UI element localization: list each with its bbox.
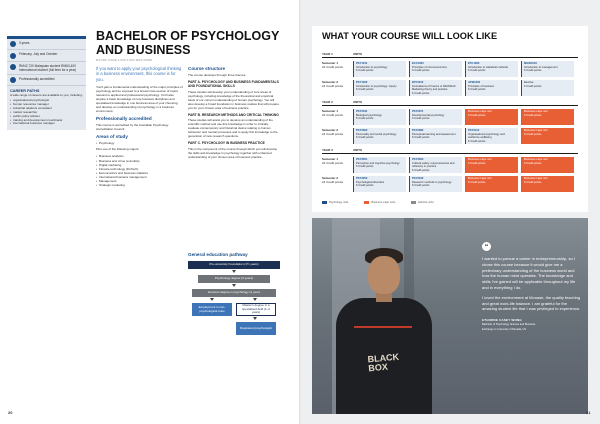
intro-paragraph: You'll gain a fundamental understanding of the major principles of psychology and be exposed to a broad cross-section of topics relevant to applied and professional psychology. You'll also acquire a basic knowledge of core business disciplines and specialised knowledge in one business area of your choosing, and develop an understanding of psychology in a business environment. <box>96 84 183 114</box>
unit-code: BTF1010 <box>412 81 424 84</box>
unit-name: Personality and social psychology <box>356 132 397 136</box>
quote-paragraph-1: I wanted to pursue a career in entrepreneurship, so I chose this course because it would give me a preliminary understanding of the business world and how the human mind operates. The knowledge and skills I've gained will be applicable throughout my life and in everything I do. <box>482 256 576 290</box>
right-column <box>188 66 280 162</box>
page-fold <box>299 0 301 424</box>
unit-cell <box>409 176 462 192</box>
unit-name: Foundations of finance or MKW1120 Marketing theory and practice <box>412 84 456 91</box>
unit-credit-points: 6 Credit points <box>524 132 542 136</box>
student-course: Bachelor of Psychology Science and Business <box>482 323 536 327</box>
unit-cell <box>353 176 406 192</box>
major-item: • Finance technology (FinTech) <box>96 167 184 171</box>
unit-credit-points: 6 Credit points <box>412 91 430 95</box>
unit-name: Perceptual learning and assessment <box>412 132 456 136</box>
semester-name: Semester 1 <box>322 61 339 65</box>
unit-name: Psychological disorders <box>356 180 385 184</box>
unit-credit-points: 6 Credit points <box>468 161 486 165</box>
pathway-step-employment: Employment in non-psychological roles <box>192 303 232 316</box>
unit-code: PSY2062 <box>356 129 368 132</box>
unit-name: Business major unit <box>468 177 492 180</box>
legend-swatch-elective <box>411 201 416 204</box>
unit-credit-points: 6 Credit points <box>524 113 542 117</box>
semester-name: Semester 1 <box>322 109 339 113</box>
unit-cell <box>409 157 462 173</box>
unit-cell <box>409 109 462 125</box>
accreditation-heading: Professionally accredited <box>96 116 152 122</box>
unit-name: Perception and cognitive psychology <box>356 161 400 165</box>
semester-label <box>322 128 353 144</box>
legend-swatch-major <box>364 201 369 204</box>
unit-name: Introduction to psychology <box>356 65 388 69</box>
part-c-title: PART C. PSYCHOLOGY IN BUSINESS PRACTICE <box>188 141 265 146</box>
unit-credit-points: 6 Credit points <box>356 117 374 120</box>
unit-credit-points: 6 Credit points <box>524 69 542 72</box>
major-item: • Strategic marketing <box>96 183 184 187</box>
majors-list <box>96 154 184 186</box>
unit-credit-points: 6 Credit points <box>468 139 486 143</box>
unit-cell <box>353 157 406 173</box>
unit-cell <box>409 128 462 144</box>
course-code-line: MYCRF CODE 0 000 0 000 MHS 00000 <box>96 58 153 62</box>
semester-label <box>322 176 353 192</box>
semester-row <box>322 128 578 144</box>
pathway-step-honours: Honours degree in psychology (1 year) <box>192 289 276 297</box>
career-paths-intro: A wide range of careers are available to you, including: <box>10 93 83 98</box>
accreditation-text: This course is accredited by the Australian Psychology Accreditation Council. <box>96 123 169 132</box>
legend-swatch-core <box>322 201 327 204</box>
major-item: • Business analytics <box>96 154 184 158</box>
unit-code: PSY1011 <box>356 62 368 65</box>
year-label: YEAR 2 <box>322 100 333 104</box>
testimonial-quote <box>482 242 582 331</box>
unit-code: PSY2112 <box>468 129 480 132</box>
student-photo-panel <box>312 218 591 415</box>
semester-label <box>322 61 353 77</box>
semester-label <box>322 109 353 125</box>
legend-item: Psychology units <box>322 201 356 204</box>
arrow-down-icon <box>232 284 236 287</box>
unit-cell <box>465 157 518 173</box>
unit-cell <box>353 128 406 144</box>
page-number-left: 20 <box>8 410 13 415</box>
pathway-heading: General education pathway <box>188 252 248 257</box>
part-a-text: These studies will develop your understanding of core areas of psychology, including knowledge of the theoretical and empirical basis of our current understanding of human psychology. You will also develop a broad foundation in business studies that will prepare you for your chosen area of business practice. <box>188 89 279 110</box>
part-b-text: These studies will assist you to develop an understanding of the scientific method and use this knowledge in order to critically evaluate contemporary and historical claims relating to human behaviour and mental processes and to apply this knowledge to the generation of new research questions. <box>188 118 278 139</box>
semester-row <box>322 61 578 77</box>
unit-credit-points: 6 Credit points <box>524 84 542 88</box>
pathway-step-degree: Psychology degree (3 years) <box>198 275 270 283</box>
unit-credit-points: 6 Credit points <box>524 180 542 184</box>
unit-name: Business major unit <box>468 110 492 113</box>
unit-code: PSY1022 <box>356 81 368 84</box>
unit-code: PSY2071 <box>412 110 424 113</box>
unit-name: Introduction to management <box>524 65 558 69</box>
unit-credit-points: 6 Credit points <box>524 161 542 165</box>
unit-code: PSY2082 <box>412 129 424 132</box>
info-row-accreditation: Professionally accredited <box>7 75 86 86</box>
unit-credit-points: 6 Credit points <box>468 113 486 117</box>
unit-cell <box>465 80 518 96</box>
unit-credit-points: 6 Credit points <box>468 69 486 72</box>
arrow-down-icon <box>232 270 236 273</box>
grid-title: WHAT YOUR COURSE WILL LOOK LIKE <box>322 31 498 41</box>
pathway-step-registered: Registered psychologist <box>236 322 276 335</box>
unit-credit-points: 6 Credit points <box>412 69 430 72</box>
major-item: • Digital marketing <box>96 163 184 167</box>
unit-name: Biological psychology <box>356 113 382 117</box>
clock-icon <box>10 41 16 47</box>
unit-cell <box>353 61 406 77</box>
legend-item: Elective units <box>411 201 441 204</box>
course-structure-intro: The course develops through three themes: <box>188 73 247 77</box>
pathway-step-masters: Master's degree in a specialised field (1–2 years) <box>236 303 276 316</box>
info-row-duration: 3 years <box>7 39 86 50</box>
career-item: • market researcher <box>10 111 83 115</box>
unit-cell <box>521 61 574 77</box>
unit-code: PSY3062 <box>412 158 424 161</box>
quote-paragraph-2: I loved the environment at Monash, the quality teaching and great work-life balance. I am grateful for the amazing student life that I was privileged to experience. <box>482 294 581 312</box>
unit-cell <box>465 61 518 77</box>
unit-cell <box>465 176 518 192</box>
major-item: • International business management <box>96 175 184 179</box>
unit-name: Cultural safety, responsiveness and reflexivity in practice <box>412 161 455 168</box>
arrow-down-icon <box>253 298 257 301</box>
unit-name: Introduction to statistical methods <box>468 65 508 69</box>
unit-code: PSY3051 <box>356 158 368 161</box>
semester-row <box>322 176 578 192</box>
unit-cell <box>521 109 574 125</box>
unit-name: Business major unit <box>524 158 548 161</box>
career-item: • training and development coordinator <box>10 119 83 123</box>
course-structure-grid <box>312 26 588 212</box>
student-exchange: Exchange to University of Nevada, US <box>482 327 527 331</box>
unit-credit-points: 6 Credit points <box>356 165 374 168</box>
semester-points: 24 Credit points <box>322 84 344 89</box>
unit-name: Developmental psychology <box>412 113 445 117</box>
unit-code: MGW1010 <box>524 62 537 65</box>
calendar-icon <box>10 53 16 59</box>
units-label: UNITS <box>353 100 362 104</box>
semester-row <box>322 157 578 173</box>
unit-credit-points: 6 Credit points <box>412 136 430 139</box>
area-item: • Psychology <box>96 141 184 145</box>
areas-heading: Areas of study <box>96 134 128 140</box>
units-label: UNITS <box>353 52 362 56</box>
part-a-title: PART A. PSYCHOLOGY AND BUSINESS FUNDAMENTALS AND FOUNDATIONAL SKILLS <box>188 80 279 89</box>
shirt-print: BLACK BOX <box>367 351 400 374</box>
major-item: • Econometrics and business statistics <box>96 171 184 175</box>
year-header <box>322 51 578 58</box>
unit-credit-points: 6 Credit points <box>412 168 430 172</box>
unit-code: PSY3052 <box>356 177 368 180</box>
areas-core-list <box>96 141 184 145</box>
semester-name: Semester 1 <box>322 157 339 161</box>
unit-name: Research methods in psychology <box>412 180 452 184</box>
career-item: • international business manager <box>10 122 83 126</box>
unit-credit-points: 6 Credit points <box>468 88 486 91</box>
unit-name: Introduction to psychology: inquiry <box>356 84 397 88</box>
unit-credit-points: 6 Credit points <box>412 184 430 187</box>
years-table <box>322 48 578 192</box>
unit-name: Principles of business <box>468 84 494 88</box>
year-label: YEAR 1 <box>322 52 333 56</box>
career-item: • industrial relations consultant <box>10 107 83 111</box>
unit-cell <box>409 61 462 77</box>
unit-name: Business major unit <box>524 110 548 113</box>
unit-credit-points: 6 Credit points <box>468 180 486 184</box>
info-row-intakes: February, July and October <box>7 50 86 61</box>
semester-points: 24 Credit points <box>322 132 344 137</box>
semester-name: Semester 2 <box>322 80 339 84</box>
arrow-down-icon <box>253 317 257 320</box>
semester-row <box>322 109 578 125</box>
part-b-title: PART B. RESEARCH METHODS AND CRITICAL THINKING <box>188 112 279 117</box>
career-item: • human resources manager <box>10 103 83 107</box>
major-item: • Business and crime (a double) <box>96 159 184 163</box>
career-item: • organisational psychologist <box>10 99 83 103</box>
major-item: • Management <box>96 179 184 183</box>
unit-name: Elective <box>524 81 534 84</box>
unit-code: PSY3042 <box>412 177 424 180</box>
year-label: YEAR 3 <box>322 148 333 152</box>
info-row-fees: RM42,730 Malaysian student RM63,400 International student (full fees for a year) <box>7 62 86 75</box>
year-header <box>322 99 578 106</box>
unit-credit-points: 6 Credit points <box>412 117 430 120</box>
career-paths-heading: CAREER PATHS <box>10 89 40 94</box>
unit-code: AFW1000 <box>468 81 481 84</box>
semester-name: Semester 2 <box>322 128 339 132</box>
page-title: BACHELOR OF PSYCHOLOGY AND BUSINESS <box>96 29 280 57</box>
unit-cell <box>353 80 406 96</box>
semester-points: 24 Credit points <box>322 113 344 118</box>
unit-cell <box>521 157 574 173</box>
unit-cell <box>521 80 574 96</box>
semester-points: 24 Credit points <box>322 65 344 70</box>
unit-cell <box>353 109 406 125</box>
arrow-down-icon <box>210 298 214 301</box>
unit-cell <box>409 80 462 96</box>
units-label: UNITS <box>353 148 362 152</box>
unit-cell <box>521 176 574 192</box>
shirt-stripe <box>354 326 412 328</box>
semester-row <box>322 80 578 96</box>
unit-name: Business major unit <box>524 129 548 132</box>
areas-intro: Plus one of the following majors: <box>96 147 140 152</box>
semester-points: 24 Credit points <box>322 180 344 185</box>
semester-name: Semester 2 <box>322 176 339 180</box>
unit-name: Principles of microeconomics <box>412 65 447 69</box>
part-c-text: This is the component of the course through which you will develop the skills and knowledge in psychology together with enhanced understanding of your chosen area of business practice. <box>188 146 278 159</box>
legend-item: Business major units <box>364 201 403 204</box>
dollar-icon <box>10 64 16 70</box>
unit-code: PSY2041 <box>356 110 368 113</box>
grid-legend <box>322 201 450 204</box>
unit-cell <box>465 128 518 144</box>
lead-paragraph: If you want to apply your psychological thinking in a business environment, this course is for you. <box>96 66 182 82</box>
student-head <box>368 256 400 294</box>
semester-points: 24 Credit points <box>322 161 344 166</box>
unit-name: Business major unit <box>524 177 548 180</box>
course-info-box <box>7 36 86 130</box>
unit-code: ECC1000 <box>412 62 424 65</box>
unit-credit-points: 6 Credit points <box>356 69 374 72</box>
career-item: • public policy adviser <box>10 115 83 119</box>
career-list <box>7 99 86 126</box>
unit-cell <box>521 128 574 144</box>
badge-icon <box>10 77 16 83</box>
course-structure-heading: Course structure <box>188 66 226 71</box>
page-number-right: 21 <box>586 410 591 415</box>
unit-cell <box>465 109 518 125</box>
unit-credit-points: 6 Credit points <box>356 136 374 139</box>
unit-credit-points: 6 Credit points <box>356 88 374 91</box>
unit-name: Organisational psychology and workforce wellbeing <box>468 132 505 139</box>
unit-code: ETC1000 <box>468 62 480 65</box>
left-column <box>96 66 184 189</box>
unit-credit-points: 6 Credit points <box>356 184 374 187</box>
unit-name: Business major unit <box>468 158 492 161</box>
semester-label <box>322 80 353 96</box>
semester-label <box>322 157 353 173</box>
student-name: ETHORNE CASEY WONG <box>482 318 522 323</box>
pathway-step-foundation: Pre-university Foundation (1½ years) <box>188 261 280 269</box>
year-header <box>322 147 578 154</box>
quote-icon: “ <box>482 242 491 251</box>
